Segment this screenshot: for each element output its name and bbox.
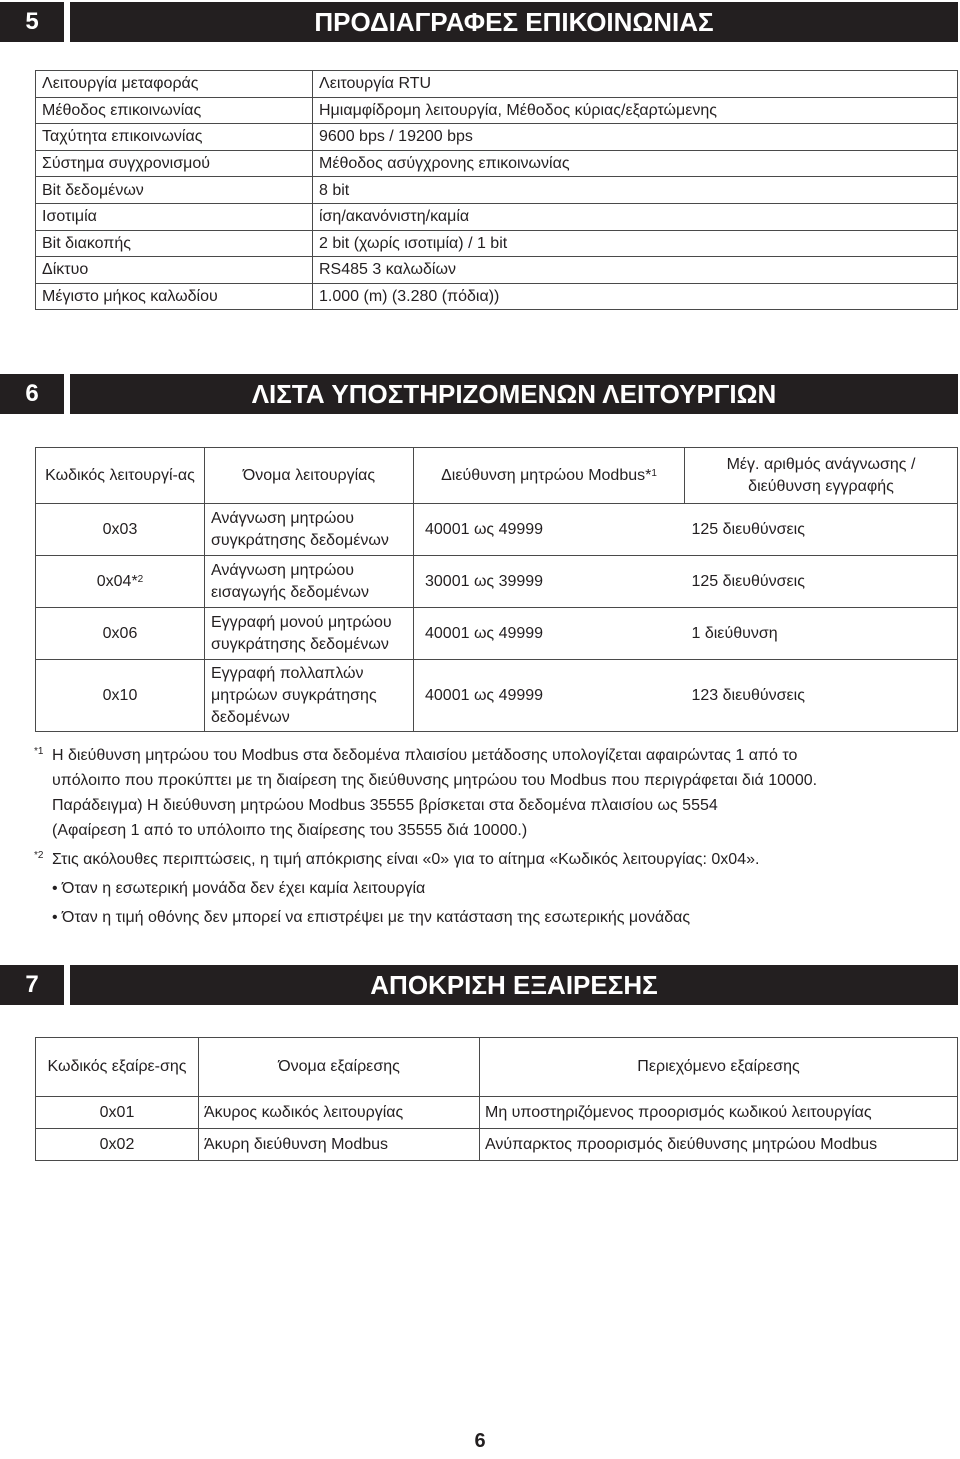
table-row [36, 71, 958, 98]
modbus-address: 40001 ως 49999 [414, 660, 685, 732]
section-5-header [0, 2, 958, 42]
footnote-marker: *1 [34, 746, 44, 757]
table-row [36, 257, 958, 284]
footnote-line: Η διεύθυνση μητρώου του Modbus στα δεδομένα πλαισίου μετάδοσης υπολογίζεται αφαιρώντας 1 από το [52, 747, 798, 764]
spec-label: Ταχύτητα επικοινωνίας [36, 124, 313, 151]
function-code: 0x10 [102, 686, 138, 704]
table-row [36, 124, 958, 151]
section-title: ΑΠΟΚΡΙΣΗ ΕΞΑΙΡΕΣΗΣ [70, 965, 958, 1005]
column-header-exception-name: Όνομα εξαίρεσης [199, 1038, 480, 1097]
spec-label: Bit διακοπής [36, 230, 313, 257]
table-row [36, 608, 958, 660]
spec-label: Δίκτυο [36, 257, 313, 284]
modbus-address: 30001 ως 39999 [414, 556, 685, 608]
function-code-cell [36, 608, 205, 660]
footnote-line: (Αφαίρεση 1 από το υπόλοιπο της διαίρεσης του 35555 διά 10000.) [52, 822, 528, 839]
column-header-function-name: Όνομα λειτουργίας [205, 448, 414, 504]
function-code: 0x03 [102, 520, 138, 538]
table-row [36, 97, 958, 124]
bullet-item: • Όταν η εσωτερική μονάδα δεν έχει καμία λειτουργία [52, 880, 426, 897]
column-header-exception-content: Περιεχόμενο εξαίρεσης [480, 1038, 958, 1097]
spec-value: ίση/ακανόνιστη/καμία [313, 203, 958, 230]
spec-label: Μέθοδος επικοινωνίας [36, 97, 313, 124]
table-row [36, 150, 958, 177]
section-title: ΛΙΣΤΑ ΥΠΟΣΤΗΡΙΖΟΜΕΝΩΝ ΛΕΙΤΟΥΡΓΙΩΝ [70, 374, 958, 414]
table-row [36, 177, 958, 204]
exception-response-table [35, 1037, 958, 1161]
footnote-line: υπόλοιπο που προκύπτει με τη διαίρεση της διεύθυνσης μητρώου του Modbus που περιγράφεται διά 10000. [52, 772, 818, 789]
spec-value: Μέθοδος ασύγχρονης επικοινωνίας [313, 150, 958, 177]
footnote-ref: 2 [137, 573, 144, 585]
exception-code: 0x01 [36, 1097, 199, 1129]
section-7-header [0, 965, 958, 1005]
function-code: 0x06 [102, 624, 138, 642]
footnote-2 [34, 847, 960, 872]
column-header-exception-code: Κωδικός εξαίρε-σης [36, 1038, 199, 1097]
spec-label: Λειτουργία μεταφοράς [36, 71, 313, 98]
spec-label: Ισοτιμία [36, 203, 313, 230]
supported-functions-table [35, 447, 958, 732]
spec-value: 9600 bps / 19200 bps [313, 124, 958, 151]
modbus-address: 40001 ως 49999 [414, 504, 685, 556]
spec-value: Ημιαμφίδρομη λειτουργία, Μέθοδος κύριας/εξαρτώμενης [313, 97, 958, 124]
header-text: Διεύθυνση μητρώου Modbus* [441, 466, 652, 484]
table-row [36, 660, 958, 732]
exception-name: Άκυρος κωδικός λειτουργίας [199, 1097, 480, 1129]
modbus-address: 40001 ως 49999 [414, 608, 685, 660]
function-code-cell [36, 660, 205, 732]
table-row [36, 203, 958, 230]
communication-specs-table [35, 70, 958, 310]
table-header-row [36, 448, 958, 504]
exception-content: Ανύπαρκτος προορισμός διεύθυνσης μητρώου Modbus [480, 1129, 958, 1161]
exception-code: 0x02 [36, 1129, 199, 1161]
exception-content: Μη υποστηριζόμενος προορισμός κωδικού λειτουργίας [480, 1097, 958, 1129]
max-count: 125 διευθύνσεις [685, 556, 958, 608]
max-count: 1 διεύθυνση [685, 608, 958, 660]
function-code: 0x04* [96, 572, 138, 590]
column-header-max-read: Μέγ. αριθμός ανάγνωσης / διεύθυνση εγγραφής [685, 448, 958, 504]
function-name: Εγγραφή πολλαπλών μητρώων συγκράτησης δεδομένων [205, 660, 414, 732]
section-6-header [0, 374, 958, 414]
column-header-function-code: Κωδικός λειτουργί-ας [36, 448, 205, 504]
exception-name: Άκυρη διεύθυνση Modbus [199, 1129, 480, 1161]
spec-value: RS485 3 καλωδίων [313, 257, 958, 284]
spec-value: 8 bit [313, 177, 958, 204]
footnotes [34, 743, 960, 930]
spec-label: Bit δεδομένων [36, 177, 313, 204]
table-row [36, 283, 958, 310]
table-row [36, 556, 958, 608]
table-row [36, 1097, 958, 1129]
spec-value: Λειτουργία RTU [313, 71, 958, 98]
section-number: 5 [0, 2, 64, 42]
table-row [36, 230, 958, 257]
function-name: Ανάγνωση μητρώου εισαγωγής δεδομένων [205, 556, 414, 608]
column-header-modbus-address [414, 448, 685, 504]
bullet-item: • Όταν η τιμή οθόνης δεν μπορεί να επιστρέψει με την κατάσταση της εσωτερικής μονάδας [52, 909, 691, 926]
footnote-ref: 1 [651, 467, 657, 479]
function-code-cell [36, 556, 205, 608]
table-row [36, 504, 958, 556]
spec-label: Μέγιστο μήκος καλωδίου [36, 283, 313, 310]
function-code-cell [36, 504, 205, 556]
max-count: 125 διευθύνσεις [685, 504, 958, 556]
function-name: Εγγραφή μονού μητρώου συγκράτησης δεδομένων [205, 608, 414, 660]
table-header-row [36, 1038, 958, 1097]
footnote-line: Στις ακόλουθες περιπτώσεις, η τιμή απόκρισης είναι «0» για το αίτημα «Κωδικός λειτουργίας: 0x04». [52, 851, 760, 868]
function-name: Ανάγνωση μητρώου συγκράτησης δεδομένων [205, 504, 414, 556]
spec-value: 1.000 (m) (3.280 (πόδια)) [313, 283, 958, 310]
page-number: 6 [474, 1430, 486, 1452]
footnote-1 [34, 743, 960, 843]
footnote-marker: *2 [34, 850, 44, 861]
max-count: 123 διευθύνσεις [685, 660, 958, 732]
footnote-line: Παράδειγμα) Η διεύθυνση μητρώου Modbus 35555 βρίσκεται στα δεδομένα πλαισίου ως 5554 [52, 797, 718, 814]
section-title: ΠΡΟΔΙΑΓΡΑΦΕΣ ΕΠΙΚΟΙΝΩΝΙΑΣ [70, 2, 958, 42]
section-number: 6 [0, 374, 64, 414]
spec-value: 2 bit (χωρίς ισοτιμία) / 1 bit [313, 230, 958, 257]
spec-label: Σύστημα συγχρονισμού [36, 150, 313, 177]
section-number: 7 [0, 965, 64, 1005]
table-row [36, 1129, 958, 1161]
